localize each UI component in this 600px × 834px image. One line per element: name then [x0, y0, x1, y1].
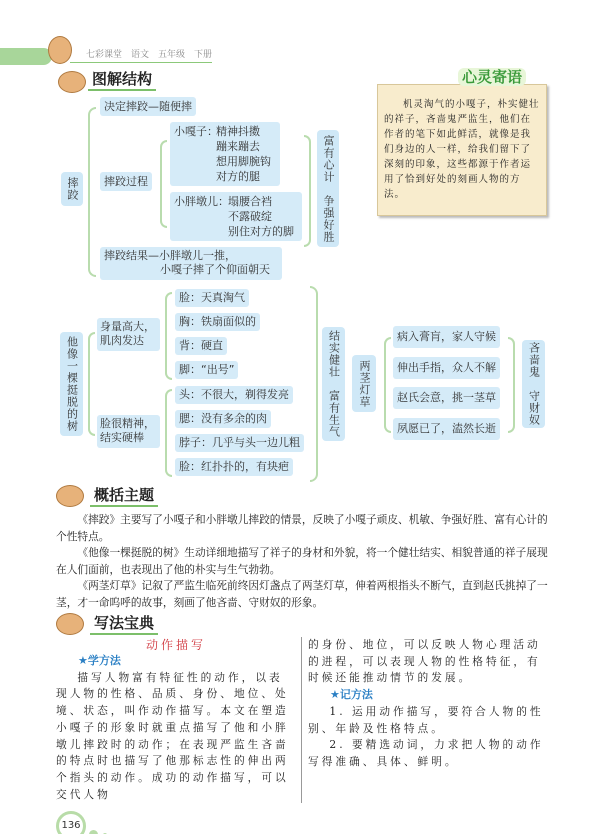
item-box: 伸出手指，众人不解: [393, 357, 500, 379]
decide-box: 决定摔跤—随便摔: [100, 97, 196, 116]
header-line: [70, 62, 212, 63]
diagram2-summary: 结实健壮 富有生气: [322, 327, 345, 441]
line: 不露破绽: [228, 210, 272, 223]
section-title: 写法宝典: [90, 614, 158, 635]
remember-item: 2. 要精选动词，力求把人物的动作写得准确、具体、鲜明。: [308, 738, 544, 768]
diagram3-summary: 吝啬鬼 守财奴: [522, 340, 545, 428]
mascot-icon: [48, 36, 72, 64]
note-card: [377, 84, 547, 216]
remember-item: 1. 运用动作描写，要符合人物的性别、年龄及性格特点。: [308, 704, 544, 735]
item-box: 病入膏肓，家人守候: [393, 326, 500, 348]
line: 摔跤结果—小胖墩儿一推，: [104, 249, 236, 262]
item-box: 脸：天真淘气: [175, 289, 249, 307]
note-title: 心灵寄语: [458, 68, 526, 86]
brace: [165, 389, 172, 477]
header-text: 七彩课堂 语文 五年级 下册: [86, 50, 213, 60]
line: 想用脚腕钩: [216, 155, 271, 168]
brace: [508, 337, 515, 433]
summary-paragraph: 《两茎灯草》记叙了严监生临死前终因灯盏点了两茎灯草，伸着两根指头不断气，直到赵氏挑掉了一茎，才一命呜呼的故事，刻画了他吝啬、守财奴的形象。: [56, 579, 548, 609]
brace: [160, 140, 167, 228]
mascot-icon: [58, 71, 86, 93]
page-number: 136: [56, 811, 86, 834]
footer: [56, 811, 552, 834]
note-text: 机灵淘气的小嘎子，朴实健壮的祥子，吝啬鬼严监生，他们在作者的笔下如此鲜活，就像是我们身边的人一样，给我们留下了深刻的印象，这些都源于作者运用了恰到好处的刻画人物的方法。: [384, 99, 540, 200]
line: 精神抖擞: [216, 125, 260, 138]
item-box: 胸：铁扇面似的: [175, 313, 260, 331]
section3-header: [56, 614, 552, 635]
item-box: 腮：没有多余的肉: [175, 410, 271, 428]
item-box: 背：硬直: [175, 337, 227, 355]
columns: [56, 637, 552, 803]
section-title: 图解结构: [88, 70, 156, 91]
brace: [88, 107, 96, 277]
line: 蹦来蹦去: [216, 140, 260, 153]
item-box: 夙愿已了，溘然长逝: [393, 418, 500, 440]
line: 塌腰合裆: [228, 195, 272, 208]
groupA-box: 身量高大，肌肉发达: [97, 318, 160, 351]
xiaopang-label: 小胖墩儿：: [174, 195, 229, 208]
mascot-icon: [56, 613, 84, 635]
diagram1-summary: 富有心计 争强好胜: [317, 130, 339, 247]
remember-title: ★记方法: [330, 688, 373, 702]
brace: [165, 292, 172, 380]
item-box: 头：不很大，剃得发亮: [175, 386, 293, 404]
diagram2-root: 他像一棵挺脱的树: [60, 332, 83, 436]
groupB-box: 脸很精神，结实硬棒: [97, 415, 160, 448]
section2-header: [56, 486, 552, 507]
result-box: [100, 247, 282, 280]
right-column: [301, 637, 552, 803]
section-title: 概括主题: [90, 486, 158, 507]
brace: [310, 286, 318, 482]
brace: [88, 332, 95, 436]
item-box: 脖子：几乎与头一边儿粗: [175, 434, 304, 452]
learn-title: ★学方法: [78, 654, 121, 667]
item-box: 赵氏会意，挑一茎草: [393, 387, 500, 409]
mascot-icon: [56, 485, 84, 507]
line: 别住对方的脚: [228, 225, 294, 238]
header-tab: [0, 48, 52, 65]
diagram3-root: 两茎灯草: [352, 355, 376, 412]
xiaogazi-box: [170, 122, 280, 186]
item-box: 脚：“出号”: [175, 361, 238, 379]
summary-paragraph: 《摔跤》主要写了小嘎子和小胖墩儿摔跤的情景，反映了小嘎子顽皮、机敏、争强好胜、富有心计的个性特点。: [56, 513, 548, 543]
learn-text: 描写人物富有特征性的动作，以表现人物的性格、品质、身份、地位、处境、状态，叫作动作描写。本文在塑造小嘎子的形象时就重点描写了他和小胖墩儿摔跤时的动作；在表现严监生吝啬的特点时也描写了他那标志性的伸出两个指头的动作。成功的动作描写，可以交代人物: [56, 670, 289, 801]
line: 对方的腿: [216, 170, 260, 183]
lower-content: [56, 486, 552, 834]
xiaogazi-label: 小嘎子：: [174, 125, 218, 138]
learn-text-continued: 的身份、地位，可以反映人物心理活动的进程，可以表现人物的性格特征，有时候还能推动情节的发展。: [308, 638, 541, 685]
decor-dot: [89, 830, 98, 834]
summary-paragraph: 《他像一棵挺脱的树》生动详细地描写了祥子的身材和外貌，将一个健壮结实、相貌普通的祥子展现在人们面前，也表现出了他的朴实与生气勃勃。: [56, 546, 548, 576]
xiaopang-box: [170, 192, 302, 241]
brace: [304, 135, 311, 247]
brace: [384, 337, 391, 433]
section-subtitle: 动作描写: [145, 638, 206, 652]
line: 小嘎子摔了个仰面朝天: [160, 263, 270, 276]
diagram1-root: 摔跤: [61, 172, 83, 206]
left-column: [56, 637, 301, 803]
process-box: 摔跤过程: [100, 172, 152, 191]
item-box: 脸：红扑扑的，有块疤: [175, 458, 293, 476]
